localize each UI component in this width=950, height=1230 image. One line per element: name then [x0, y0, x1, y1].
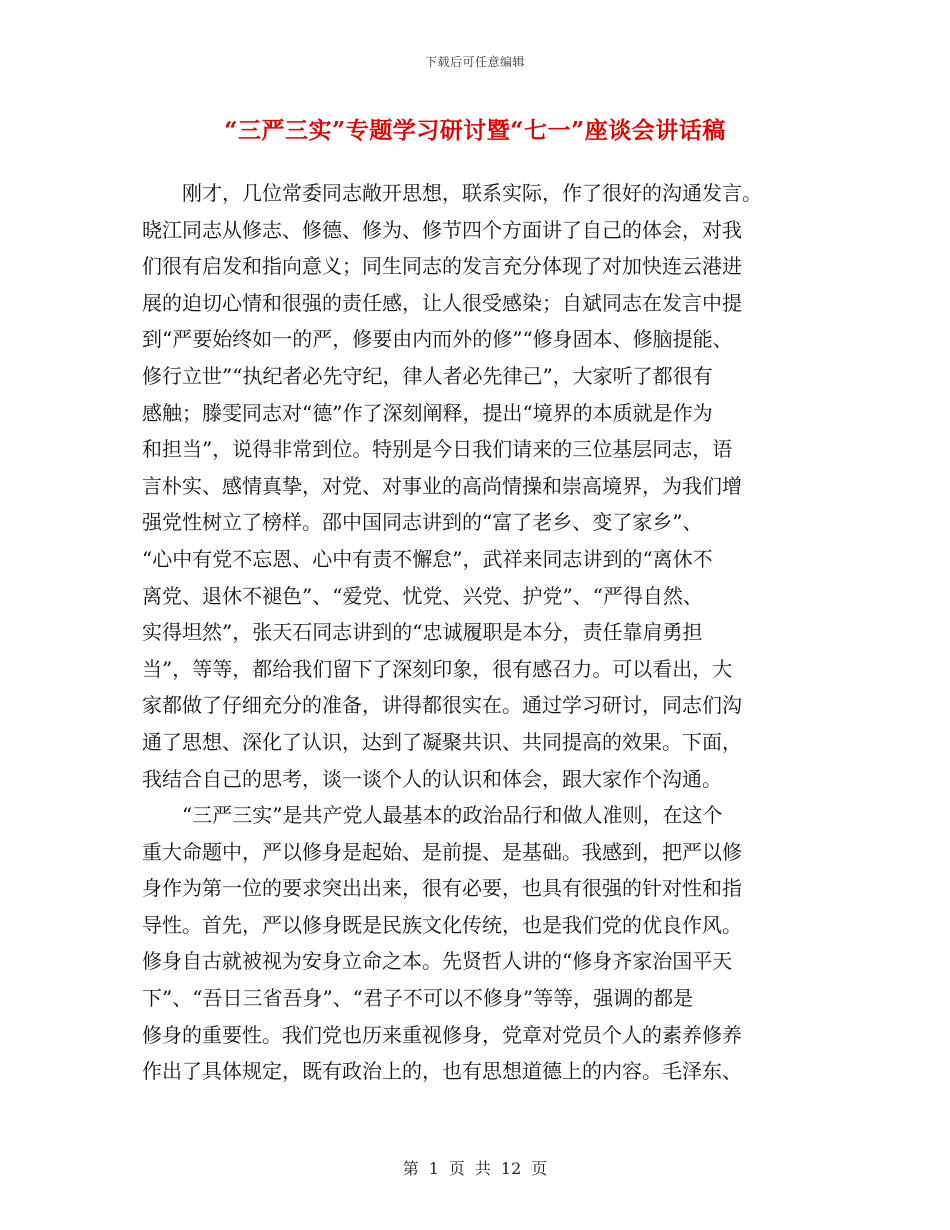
body-line: 修行立世”“执纪者必先守纪，律人者必先律己”，大家听了都很有	[142, 363, 713, 388]
footer-total-suffix: 页	[531, 1159, 548, 1178]
body-line: 们很有启发和指向意义；同生同志的发言充分体现了对加快连云港进	[142, 254, 742, 279]
document-title: “三严三实”专题学习研讨暨“七一”座谈会讲话稿	[224, 117, 726, 144]
body-line: 到“严要始终如一的严，修要由内而外的修”“修身固本、修脑提能、	[142, 327, 733, 352]
body-line: 下”、“吾日三省吾身”、“君子不可以不修身”等等，强调的都是	[142, 986, 694, 1011]
footer-page-mid: 页	[448, 1159, 465, 1178]
body-line: 言朴实、感情真挚，对党、对事业的高尚情操和崇高境界，为我们增	[142, 473, 742, 498]
body-line: 当”，等等，都给我们留下了深刻印象，很有感召力。可以看出，大	[142, 656, 733, 681]
body-line: 家都做了仔细充分的准备，讲得都很实在。通过学习研讨，同志们沟	[142, 693, 742, 718]
page-footer	[0, 1156, 950, 1179]
body-line: 刚才，几位常委同志敞开思想，联系实际，作了很好的沟通发言。	[142, 181, 762, 205]
body-line: 实得坦然”，张天石同志讲到的“忠诚履职是本分，责任靠肩勇担	[142, 620, 703, 645]
body-line: 作出了具体规定，既有政治上的，也有思想道德上的内容。毛泽东、	[142, 1059, 742, 1084]
body-line: “心中有党不忘恩、心中有责不懈怠”，武祥来同志讲到的“离休不	[142, 546, 713, 571]
footer-total-pages: 12	[500, 1159, 522, 1178]
body-line: 身作为第一位的要求突出出来，很有必要，也具有很强的针对性和指	[142, 876, 742, 901]
body-line: 展的迫切心情和很强的责任感，让人很受感染；自斌同志在发言中提	[142, 290, 742, 315]
header-note: 下载后可任意编辑	[424, 55, 525, 69]
body-line: 和担当”，说得非常到位。特别是今日我们请来的三位基层同志，语	[142, 437, 733, 462]
body-line: 重大命题中，严以修身是起始、是前提、是基础。我感到，把严以修	[142, 839, 742, 864]
body-line: 修身的重要性。我们党也历来重视修身，党章对党员个人的素养修养	[142, 1022, 742, 1047]
body-text	[142, 175, 814, 1090]
body-line: 我结合自己的思考，谈一谈个人的认识和体会，跟大家作个沟通。	[142, 766, 722, 791]
body-line: 离党、退休不褪色”、“爱党、忧党、兴党、护党”、“严得自然、	[142, 583, 703, 608]
body-line: 强党性树立了榜样。邵中国同志讲到的“富了老乡、变了家乡”、	[142, 510, 703, 535]
body-line: 感触；滕雯同志对“德”作了深刻阐释，提出“境界的本质就是作为	[142, 400, 713, 425]
footer-page-prefix: 第	[402, 1159, 419, 1178]
body-line: 通了思想、深化了认识，达到了凝聚共识、共同提高的效果。下面，	[142, 729, 742, 754]
footer-total-prefix: 共	[474, 1159, 491, 1178]
footer-page-number: 1	[428, 1159, 439, 1178]
body-line: 晓江同志从修志、修德、修为、修节四个方面讲了自己的体会，对我	[142, 217, 742, 242]
body-line: 修身自古就被视为安身立命之本。先贤哲人讲的“修身齐家治国平天	[142, 949, 733, 974]
body-line: 导性。首先，严以修身既是民族文化传统，也是我们党的优良作风。	[142, 912, 742, 937]
body-line: “三严三实”是共产党人最基本的政治品行和做人准则，在这个	[142, 803, 723, 828]
